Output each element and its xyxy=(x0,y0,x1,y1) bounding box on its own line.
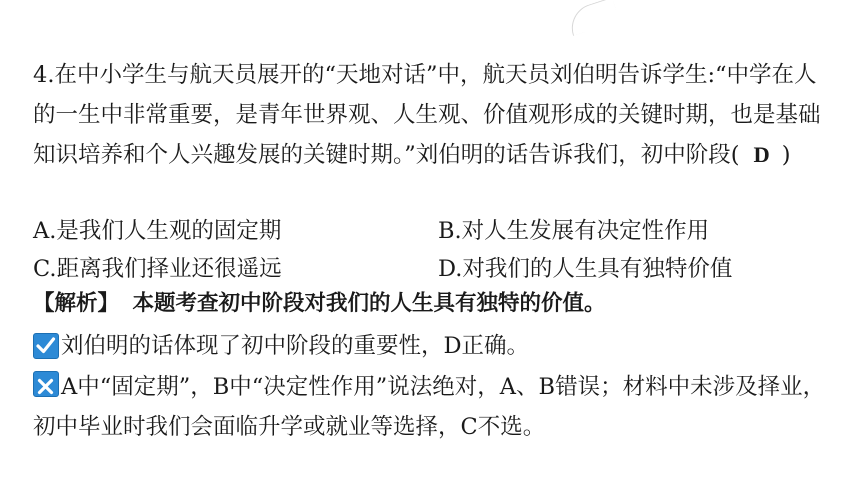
wrong-note xyxy=(33,368,833,447)
correct-note-row xyxy=(33,328,529,360)
correct-note-text: 刘伯明的话体现了初中阶段的重要性，D正确。 xyxy=(61,333,530,359)
cross-icon xyxy=(33,371,59,397)
option-b: B.对人生发展有决定性作用 xyxy=(438,218,710,244)
analysis-line xyxy=(33,289,606,319)
analysis-text: 本题考查初中阶段对我们的人生具有独特的价值。 xyxy=(132,291,606,316)
option-d: D.对我们的人生具有独特价值 xyxy=(438,256,733,282)
answer-letter: D xyxy=(753,142,770,167)
check-icon xyxy=(33,333,59,359)
option-a: A.是我们人生观的固定期 xyxy=(33,218,282,244)
question-stem: 4.在中小学生与航天员展开的“天地对话”中，航天员刘伯明告诉学生:“中学在人的一生中非常重要，是青年世界观、人生观、价值观形成的关键时期，也是基础知识培养和个人兴趣发展的关键时期。”刘伯明的话告诉我们，初中阶段( xyxy=(33,62,821,168)
decorative-arc xyxy=(565,0,619,36)
wrong-note-text: A中“固定期”，B中“决定性作用”说法绝对，A、B错误；材料中未涉及择业，初中毕业时我们会面临升学或就业等选择，C不选。 xyxy=(33,374,826,440)
question-text xyxy=(33,56,833,176)
option-c: C.距离我们择业还很遥远 xyxy=(33,256,282,282)
question-close-paren: ) xyxy=(781,142,791,168)
analysis-tag: 【解析】 xyxy=(33,291,120,316)
